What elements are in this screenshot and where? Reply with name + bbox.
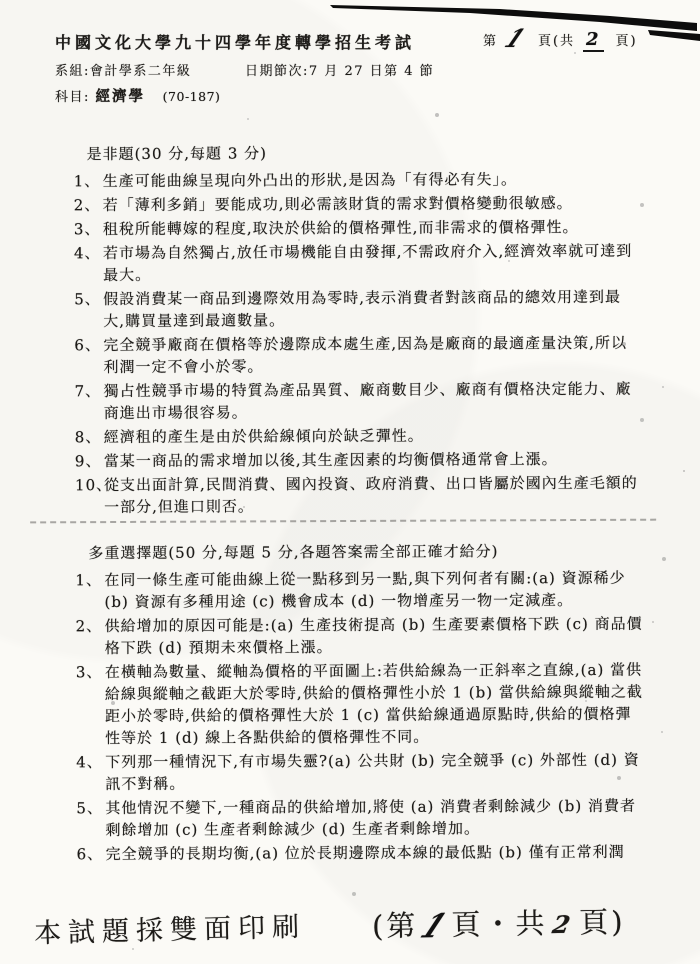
multiple-choice-heading: 多重選擇題(50 分,每題 5 分,各題答案需全部正確才給分): [88, 542, 499, 563]
multiple-choice-question-list: [75, 567, 643, 865]
page-marker-mid: 頁(共: [537, 34, 576, 49]
question-text: 假設消費某一商品到邊際效用為零時,表示消費者對該商品的總效用達到最大,購買量達到最適數量。: [103, 287, 622, 331]
footer-page-mid: 頁・共: [451, 906, 548, 942]
question-item: [75, 448, 642, 472]
subject-code: (70-187): [162, 89, 221, 104]
date-session-label: 日期節次:7 月 27 日第 4 節: [245, 64, 435, 79]
scan-streak-artifact: [0, 0, 700, 60]
question-item: [74, 332, 641, 378]
subject-row: [55, 85, 700, 106]
department-label: 系組:會計學系二年級: [55, 64, 192, 79]
question-item: [75, 378, 642, 424]
question-text: 從支出面計算,民間消費、國內投資、政府消費、出口皆屬於國內生產毛額的一部分,但進口則否。: [103, 473, 638, 517]
question-number: 4、: [76, 753, 103, 772]
question-item: [74, 168, 641, 192]
page-marker-suffix: 頁): [615, 34, 638, 49]
handwritten-total-pages: 2: [583, 31, 604, 52]
question-number: 2、: [73, 196, 101, 215]
question-text: 獨占性競爭市場的特質為產品異質、廠商數目少、廠商有價格決定能力、廠商進出市場很容易。: [103, 379, 632, 423]
question-number: 8、: [74, 428, 102, 447]
question-item: [77, 841, 644, 865]
footer-handwritten-page-number: 1: [414, 908, 456, 947]
question-number: 7、: [74, 382, 102, 401]
question-item: [75, 567, 642, 613]
question-item: [74, 286, 641, 332]
question-text: 供給增加的原因可能是:(a) 生產技術提高 (b) 生產要素價格下跌 (c) 商品價格下跌 (d) 預期未來價格上漲。: [104, 614, 643, 658]
question-number: 3、: [73, 220, 101, 239]
question-number: 10、: [74, 476, 113, 495]
question-number: 6、: [74, 336, 101, 355]
question-number: 1、: [75, 571, 102, 590]
subject-name: 經濟學: [95, 88, 146, 105]
question-number: 5、: [74, 290, 101, 309]
question-text: 其他情況不變下,一種商品的供給增加,將使 (a) 消費者剩餘減少 (b) 消費者剩餘增加 (c) 生產者剩餘減少 (d) 生產者剩餘增加。: [105, 796, 637, 840]
question-text: 當某一商品的需求增加以後,其生產因素的均衡價格通常會上漲。: [103, 450, 558, 471]
footer-page-number-field: [372, 900, 626, 945]
department-date-row: [55, 60, 700, 79]
question-item: [76, 613, 643, 659]
true-false-section: [74, 141, 643, 518]
question-number: 6、: [76, 845, 104, 864]
question-item: [76, 749, 643, 795]
question-text: 完全競爭的長期均衡,(a) 位於長期邊際成本線的最低點 (b) 僅有正常利潤: [105, 842, 625, 864]
question-number: 3、: [75, 663, 103, 682]
question-number: 5、: [76, 799, 103, 818]
question-text: 若「薄利多銷」要能成功,則必需該財貨的需求對價格變動很敏感。: [102, 194, 573, 215]
exam-title: 中國文化大學九十四學年度轉學招生考試: [55, 33, 416, 52]
question-number: 1、: [73, 172, 101, 191]
multiple-choice-section: [75, 540, 643, 865]
question-text: 下列那一種情況下,有市場失靈?(a) 公共財 (b) 完全競爭 (c) 外部性 (d) 資訊不對稱。: [105, 750, 640, 794]
page-marker-prefix: 第: [483, 34, 499, 49]
question-text: 完全競爭廠商在價格等於邊際成本處生產,因為是廠商的最適產量決策,所以利潤一定不會小於零。: [103, 333, 627, 377]
footer-page-close: 頁): [578, 904, 626, 940]
question-text: 生產可能曲線呈現向外凸出的形狀,是因為「有得必有失」。: [102, 170, 517, 191]
footer-handwritten-total-pages: 2: [550, 909, 577, 940]
question-item: [76, 659, 643, 749]
subject-label: 科目:: [55, 90, 90, 105]
question-text: 租稅所能轉嫁的程度,取決於供給的價格彈性,而非需求的價格彈性。: [102, 218, 579, 239]
question-text: 在橫軸為數量、縱軸為價格的平面圖上:若供給線為一正斜率之直線,(a) 當供給線與縱軸之截距大於零時,供給的價格彈性小於 1 (b) 當供給線與縱軸之截距小於零時,供給的價格彈性大於 1 (c) 當供給線通過原點時,供給的價格彈性等於 1 (d) 線上各點供給的價格彈性不同。: [104, 660, 643, 748]
question-number: 9、: [74, 452, 102, 471]
footer-page-open: (第: [371, 908, 419, 944]
question-item: [74, 240, 641, 286]
question-item: [76, 795, 643, 841]
question-item: [74, 216, 641, 240]
handwritten-page-number: 1: [500, 23, 532, 53]
question-text: 在同一條生產可能曲線上從一點移到另一點,與下列何者有關:(a) 資源稀少 (b) 資源有多種用途 (c) 機會成本 (d) 一物增產另一物一定減產。: [104, 568, 626, 612]
question-item: [75, 472, 642, 518]
question-text: 經濟租的產生是由於供給線傾向於缺乏彈性。: [103, 426, 424, 447]
double-sided-print-note: 本試題採雙面印刷: [33, 911, 307, 950]
question-item: [75, 424, 642, 448]
question-item: [74, 192, 641, 216]
question-text: 若市場為自然獨占,放任市場機能自由發揮,不需政府介入,經濟效率就可達到最大。: [102, 241, 633, 285]
question-body: [0, 104, 700, 865]
true-false-heading: 是非題(30 分,每題 3 分): [86, 144, 268, 164]
question-number: 2、: [75, 617, 103, 636]
question-number: 4、: [73, 244, 101, 263]
true-false-question-list: [74, 168, 643, 518]
